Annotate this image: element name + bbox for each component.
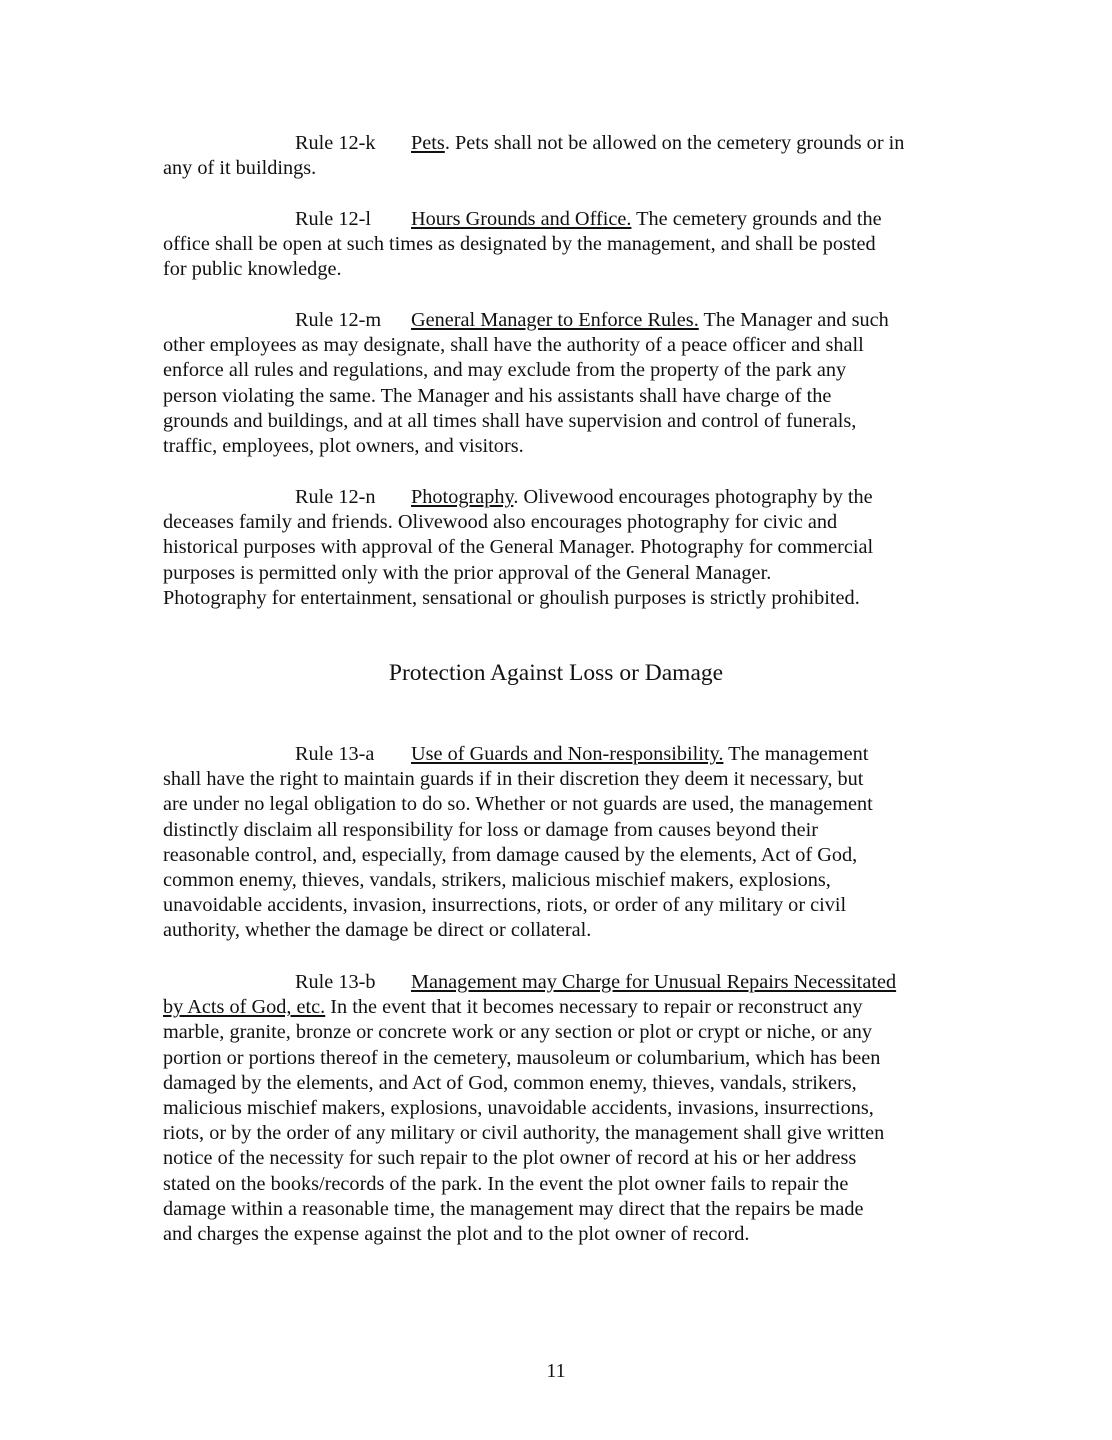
text-line [163, 1172, 963, 1197]
text-line [163, 308, 963, 333]
rule-title: General Manager to Enforce Rules. [411, 309, 699, 331]
text-line [163, 843, 963, 868]
rule-text: damaged by the elements, and Act of God, common enemy, thieves, vandals, strikers, [163, 1071, 857, 1094]
rule-paragraph [163, 308, 963, 459]
rule-text: traffic, employees, plot owners, and visitors. [163, 434, 524, 457]
text-line [163, 1046, 963, 1071]
rule-text: any of it buildings. [163, 157, 317, 180]
rule-text: grounds and buildings, and at all times shall have supervision and control of funerals, [163, 409, 857, 432]
rule-label: Rule 12-n [295, 486, 376, 508]
text-line [163, 1222, 963, 1247]
text-line [163, 792, 963, 817]
text-line [163, 818, 963, 843]
rule-title: Pets [411, 132, 445, 154]
text-line [163, 384, 963, 409]
rule-paragraph [163, 207, 963, 283]
text-line [163, 535, 963, 560]
rule-text: other employees as may designate, shall have the authority of a peace officer and shall [163, 334, 864, 357]
rule-text: Photography for entertainment, sensational or ghoulish purposes is strictly prohibited. [163, 586, 860, 609]
rule-title: by Acts of God, etc. [163, 996, 326, 1019]
text-line [163, 409, 963, 434]
rule-title: Use of Guards and Non-responsibility. [411, 743, 724, 765]
text-line [163, 1071, 963, 1096]
text-line [163, 257, 963, 282]
rule-text: The cemetery grounds and the [631, 208, 882, 230]
rule-text: deceases family and friends. Olivewood also encourages photography for civic and [163, 511, 838, 534]
rule-text: In the event that it becomes necessary to repair or reconstruct any [325, 996, 863, 1019]
rule-text: The management [723, 743, 869, 765]
rule-text: enforce all rules and regulations, and may exclude from the property of the park any [163, 359, 847, 382]
rule-text: stated on the books/records of the park. In the event the plot owner fails to repair the [163, 1172, 849, 1195]
rule-label: Rule 13-a [295, 743, 375, 765]
rule-label: Rule 12-m [295, 309, 382, 331]
rule-text: purposes is permitted only with the prior approval of the General Manager. [163, 561, 772, 584]
text-line [163, 131, 963, 156]
rule-title: Management may Charge for Unusual Repairs Necessitated [411, 971, 897, 993]
section-heading: Protection Against Loss or Damage [388, 660, 724, 686]
rule-text: and charges the expense against the plot and to the plot owner of record. [163, 1222, 750, 1245]
rule-text: portion or portions thereof in the cemetery, mausoleum or columbarium, which has been [163, 1046, 881, 1069]
text-line [163, 918, 963, 943]
text-line [163, 1197, 963, 1222]
text-line [163, 995, 963, 1020]
rule-title: Photography [411, 486, 514, 508]
rule-text: damage within a reasonable time, the management may direct that the repairs be made [163, 1197, 864, 1220]
rule-paragraph [163, 131, 963, 181]
rule-text: The Manager and such [698, 309, 889, 331]
text-line [163, 358, 963, 383]
rule-text: distinctly disclaim all responsibility for loss or damage from causes beyond their [163, 818, 819, 841]
rule-text: . Pets shall not be allowed on the cemetery grounds or in [444, 132, 905, 154]
text-line [163, 207, 963, 232]
rule-title: Hours Grounds and Office. [411, 208, 632, 230]
text-line [163, 485, 963, 510]
rule-label: Rule 13-b [295, 971, 376, 993]
rule-paragraph [163, 970, 963, 1247]
text-line [163, 970, 963, 995]
rule-label: Rule 12-l [295, 208, 372, 230]
rule-paragraph [163, 485, 963, 611]
text-line [163, 742, 963, 767]
text-line [163, 232, 963, 257]
rule-text: marble, granite, bronze or concrete work or any section or plot or crypt or niche, or any [163, 1021, 873, 1044]
text-line [163, 1020, 963, 1045]
rule-text: historical purposes with approval of the General Manager. Photography for commercial [163, 536, 874, 559]
text-line [163, 156, 963, 181]
text-line [163, 434, 963, 459]
text-line [163, 868, 963, 893]
text-line [163, 1146, 963, 1171]
text-line [163, 561, 963, 586]
text-line [163, 333, 963, 358]
rule-text: reasonable control, and, especially, from damage caused by the elements, Act of God, [163, 843, 858, 866]
text-line [163, 1121, 963, 1146]
rule-text: person violating the same. The Manager and his assistants shall have charge of the [163, 384, 832, 407]
page-number: 11 [546, 1360, 566, 1382]
text-line [163, 1096, 963, 1121]
rule-text: malicious mischief makers, explosions, unavoidable accidents, invasions, insurrections, [163, 1096, 874, 1119]
rule-text: are under no legal obligation to do so. Whether or not guards are used, the management [163, 793, 873, 816]
rule-text: common enemy, thieves, vandals, strikers, malicious mischief makers, explosions, [163, 868, 831, 891]
text-line [163, 767, 963, 792]
rule-text: for public knowledge. [163, 258, 342, 281]
rule-paragraph [163, 742, 963, 944]
rule-label: Rule 12-k [295, 132, 376, 154]
rule-text: unavoidable accidents, invasion, insurrections, riots, or order of any military or civil [163, 894, 847, 917]
text-line [163, 586, 963, 611]
rule-text: office shall be open at such times as designated by the management, and shall be posted [163, 233, 876, 256]
rule-text: . Olivewood encourages photography by the [513, 486, 873, 508]
text-line [163, 510, 963, 535]
rule-text: riots, or by the order of any military or civil authority, the management shall give written [163, 1122, 885, 1145]
text-line [163, 893, 963, 918]
rule-text: shall have the right to maintain guards if in their discretion they deem it necessary, but [163, 768, 864, 791]
rule-text: authority, whether the damage be direct or collateral. [163, 919, 592, 942]
rule-text: notice of the necessity for such repair to the plot owner of record at his or her address [163, 1147, 857, 1170]
